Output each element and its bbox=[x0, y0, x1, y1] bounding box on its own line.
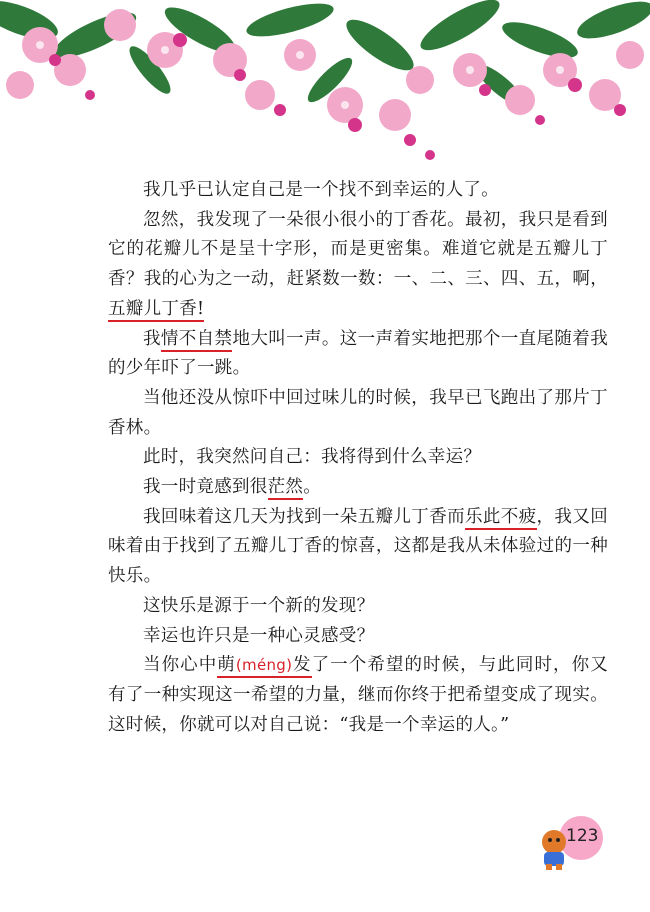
underlined-text: 乐此不疲 bbox=[464, 506, 537, 527]
underlined-phrase bbox=[292, 655, 311, 678]
text-run: 幸运也许只是一种心灵感受？ bbox=[143, 625, 375, 646]
text-run: 这快乐是源于一个新的发现？ bbox=[143, 595, 375, 616]
paragraph bbox=[108, 651, 608, 740]
text-run: 。 bbox=[303, 477, 322, 498]
underlined-phrase bbox=[465, 507, 537, 530]
underlined-text: 情不自禁 bbox=[160, 328, 233, 349]
text-run: 了一个希望的时候，与此同时，你又有了一种实现这一希望的力量，继而你终于把希望变成了现实。这时候，你就可以对自己说：“我是一个幸运的人。” bbox=[108, 655, 608, 735]
underlined-text: 萌 bbox=[217, 655, 236, 676]
lilac-flowers-banner bbox=[0, 0, 650, 180]
story-text bbox=[108, 176, 608, 740]
paragraph bbox=[108, 384, 608, 443]
underlined-phrase bbox=[268, 477, 304, 500]
text-run: ，我又回味着由于找到了五瓣儿丁香的惊喜，这都是我从未体验过的一种快乐。 bbox=[108, 506, 609, 587]
text-run: 地大叫一声。这一声着实地把那个一直尾随着我的少年吓了一跳。 bbox=[108, 328, 608, 379]
underlined-phrase bbox=[161, 329, 233, 352]
underlined-text: 茫然 bbox=[267, 477, 304, 498]
page-number-badge bbox=[536, 812, 616, 872]
text-run: 我一时竟感到很 bbox=[143, 477, 268, 498]
page-number: 123 bbox=[566, 826, 599, 846]
underlined-text: 五瓣儿丁香! bbox=[108, 298, 205, 319]
paragraph bbox=[108, 325, 608, 384]
paragraph bbox=[108, 473, 608, 503]
paragraph bbox=[108, 503, 608, 592]
pinyin-annotation: (méng) bbox=[235, 656, 293, 675]
paragraph bbox=[108, 443, 608, 473]
paragraph bbox=[108, 592, 608, 622]
underlined-text: 发 bbox=[292, 655, 312, 676]
text-run: 当他还没从惊吓中回过味儿的时候，我早已飞跑出了那片丁香林。 bbox=[108, 387, 608, 438]
paragraph bbox=[108, 176, 608, 206]
text-run: 我 bbox=[143, 328, 161, 349]
underlined-phrase bbox=[108, 299, 204, 322]
text-run: 此时，我突然问自己：我将得到什么幸运？ bbox=[143, 447, 482, 468]
text-run: 我回味着这几天为找到一朵五瓣儿丁香而 bbox=[143, 506, 465, 527]
text-run: 当你心中 bbox=[143, 655, 218, 676]
text-run: 我几乎已认定自己是一个找不到幸运的人了。 bbox=[143, 180, 499, 200]
underlined-phrase bbox=[217, 655, 292, 678]
paragraph bbox=[108, 622, 608, 652]
text-run: 忽然，我发现了一朵很小很小的丁香花。最初，我只是看到它的花瓣儿不是呈十字形，而是更密集。难道它就是五瓣儿丁香？我的心为之一动，赶紧数一数：一、二、三、四、五，啊， bbox=[108, 209, 608, 290]
paragraph bbox=[108, 206, 608, 325]
